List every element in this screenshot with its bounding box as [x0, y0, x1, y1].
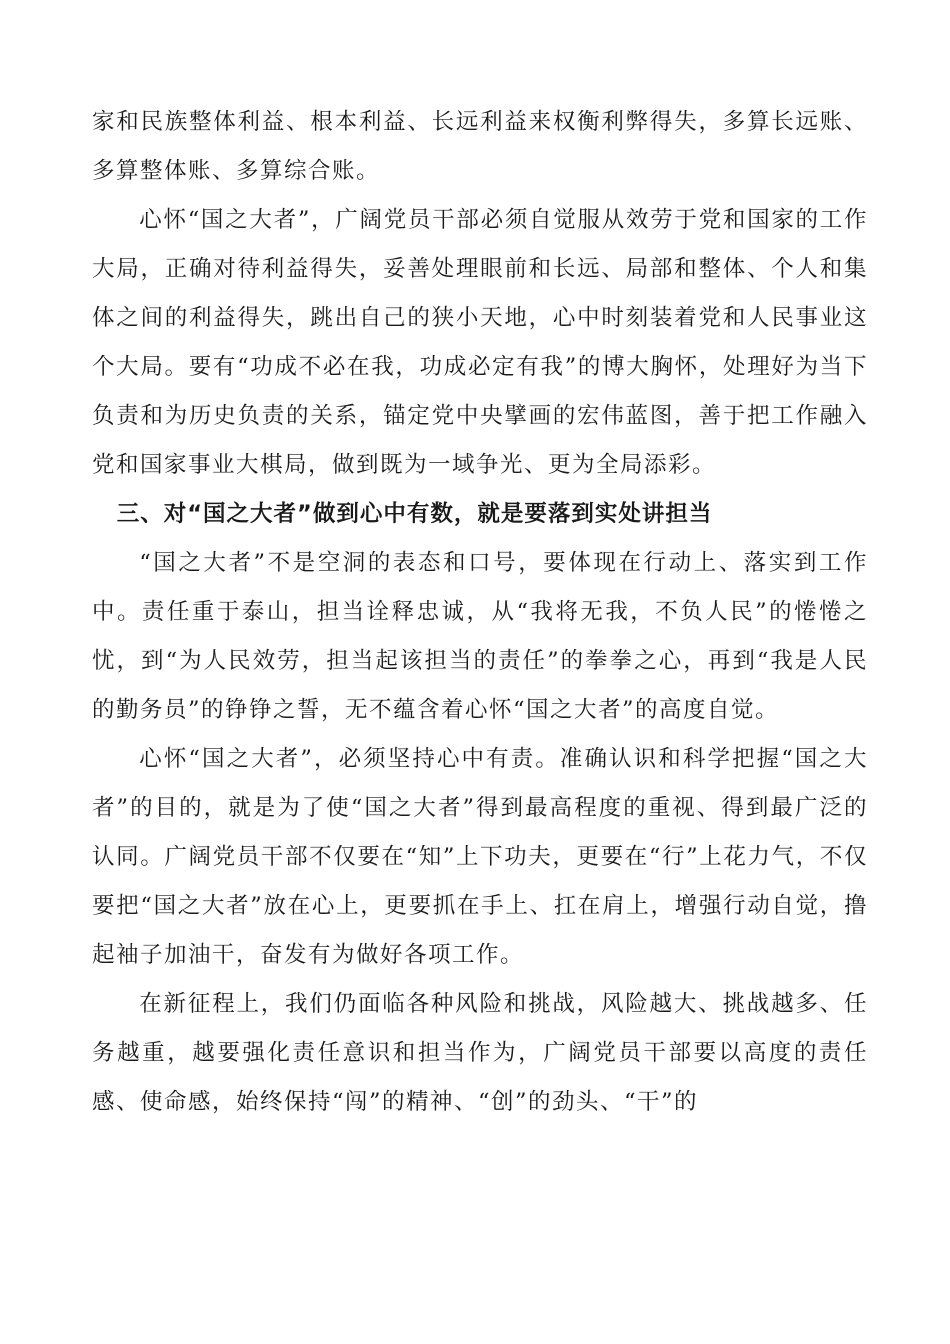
section-heading: 三、对“国之大者”做到心中有数，就是要落到实处讲担当 — [116, 501, 713, 527]
paragraph-continuation: 家和民族整体利益、根本利益、长远利益来权衡利弊得失，多算长远账、多算整体账、多算综合账。 — [92, 109, 868, 184]
paragraph: 心怀“国之大者”，广阔党员干部必须自觉服从效劳于党和国家的工作大局，正确对待利益得失，妥善处理眼前和长远、局部和整体、个人和集体之间的利益得失，跳出自己的狭小天地，心中时刻装着党和人民事业这个大局。要有“功成不必在我，功成必定有我”的博大胸怀，处理好为当下负责和为历史负责的关系，锚定党中央擘画的宏伟蓝图，善于把工作融入党和国家事业大棋局，做到既为一域争光、更为全局添彩。 — [92, 207, 868, 478]
paragraph: 在新征程上，我们仍面临各种风险和挑战，风险越大、挑战越多、任务越重，越要强化责任意识和担当作为，广阔党员干部要以高度的责任感、使命感，始终保持“闯”的精神、“创”的劲头、“干”的 — [92, 991, 868, 1115]
document-page — [92, 98, 868, 1127]
paragraph: 心怀“国之大者”，必须坚持心中有责。准确认识和科学把握“国之大者”的目的，就是为了使“国之大者”得到最高程度的重视、得到最广泛的认同。广阔党员干部不仅要在“知”上下功夫，更要在“行”上花力气，不仅要把“国之大者”放在心上，更要抓在手上、扛在肩上，增强行动自觉，撸起袖子加油干，奋发有为做好各项工作。 — [92, 746, 868, 968]
paragraph: “国之大者”不是空洞的表态和口号，要体现在行动上、落实到工作中。责任重于泰山，担当诠释忠诚，从“我将无我，不负人民”的惓惓之忧，到“为人民效劳，担当起该担当的责任”的拳拳之心，再到“我是人民的勤务员”的铮铮之誓，无不蕴含着心怀“国之大者”的高度自觉。 — [92, 550, 868, 723]
